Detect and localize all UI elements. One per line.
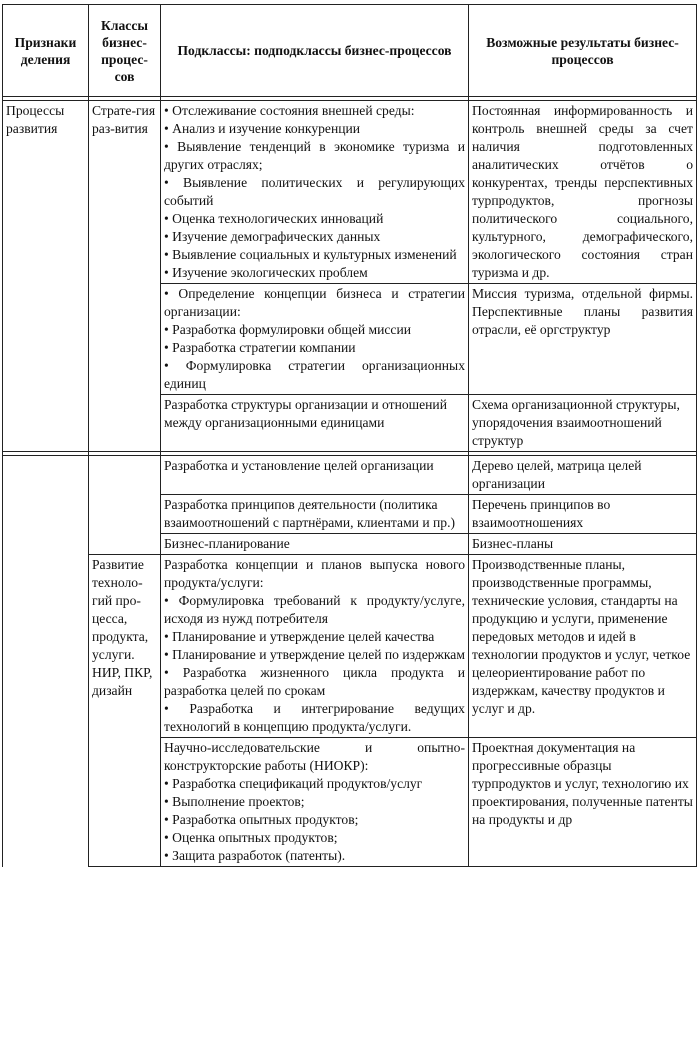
result-cell: Проектная документация на прогрессивные образцы турпродуктов и услуг, технологию их проектирования, полученные патенты на продукты и др xyxy=(469,738,697,867)
list-item: • Планирование и утверждение целей качества xyxy=(164,628,465,646)
subclass-cell xyxy=(161,555,469,738)
list-item: • Выявление социальных и культурных изменений xyxy=(164,246,465,264)
subclass-lead: Научно-исследовательские и опытно-конструкторские работы (НИОКР): xyxy=(164,740,465,773)
list-item: • Разработка опытных продуктов; xyxy=(164,811,465,829)
result-cell: Производственные планы, производственные программы, технические условия, стандарты на продукцию и услуги, применение передовых методов и идей в технологии продуктов и услуг, четкое целеориентирование работ по издержкам, качеству продуктов и услуг и др. xyxy=(469,555,697,738)
table-row xyxy=(3,101,697,284)
list-item: • Изучение демографических данных xyxy=(164,228,465,246)
result-cell: Перечень принципов во взаимоотношениях xyxy=(469,495,697,534)
subclass-cell xyxy=(161,284,469,395)
class-cell-empty xyxy=(89,456,161,555)
list-item: • Оценка опытных продуктов; xyxy=(164,829,465,847)
business-process-table xyxy=(2,4,697,867)
subclass-cell xyxy=(161,101,469,284)
result-cell: Постоянная информированность и контроль внешней среды за счет наличия подготовленных аналитических отчётов о конкурентах, тренды перспективных турпродуктов, прогнозы политического социального, культурного, демографического, экологического состояния стран туризма и др. xyxy=(469,101,697,284)
table-row xyxy=(3,555,697,738)
table-row xyxy=(3,456,697,495)
list-item: • Оценка технологических инноваций xyxy=(164,210,465,228)
subclass-cell: Разработка и установление целей организации xyxy=(161,456,469,495)
class-cell: Страте-гия раз-вития xyxy=(89,101,161,452)
subclass-cell: Бизнес-планирование xyxy=(161,534,469,555)
result-cell: Дерево целей, матрица целей организации xyxy=(469,456,697,495)
list-item: • Выявление политических и регулирующих событий xyxy=(164,174,465,210)
list-item: • Защита разработок (патенты). xyxy=(164,847,465,865)
subclass-cell: Разработка принципов деятельности (политика взаимоотношений с партнёрами, клиентами и пр.) xyxy=(161,495,469,534)
list-item: • Планирование и утверждение целей по издержкам xyxy=(164,646,465,664)
sign-cell-empty xyxy=(3,456,89,867)
list-item: • Определение концепции бизнеса и стратегии организации: xyxy=(164,285,465,321)
result-cell: Схема организационной структуры, упорядочения взаимоотношений структур xyxy=(469,395,697,452)
header-class: Классы бизнес-процес-сов xyxy=(89,5,161,97)
list-item: • Разработка спецификаций продуктов/услуг xyxy=(164,775,465,793)
sign-cell: Процессы развития xyxy=(3,101,89,452)
list-item: • Формулировка требований к продукту/услуге, исходя из нужд потребителя xyxy=(164,592,465,628)
subclass-lead: Разработка концепции и планов выпуска нового продукта/услуги: xyxy=(164,557,465,590)
list-item: • Выявление тенденций в экономике туризма и других отраслях; xyxy=(164,138,465,174)
class-cell: Развитие техноло-гий про-цесса, продукта, услуги. НИР, ПКР, дизайн xyxy=(89,555,161,867)
header-subclass: Подклассы: подподклассы бизнес-процессов xyxy=(161,5,469,97)
header-result: Возможные результаты бизнес-процессов xyxy=(469,5,697,97)
header-row xyxy=(3,5,697,97)
list-item: • Разработка стратегии компании xyxy=(164,339,465,357)
list-item: • Разработка и интегрирование ведущих технологий в концепцию продукта/услуги. xyxy=(164,700,465,736)
list-item: • Разработка жизненного цикла продукта и разработка целей по срокам xyxy=(164,664,465,700)
list-item: • Выполнение проектов; xyxy=(164,793,465,811)
list-item: • Разработка формулировки общей миссии xyxy=(164,321,465,339)
subclass-cell xyxy=(161,738,469,867)
list-item: • Анализ и изучение конкуренции xyxy=(164,120,465,138)
list-item: • Изучение экологических проблем xyxy=(164,264,465,282)
result-cell: Бизнес-планы xyxy=(469,534,697,555)
subclass-cell: Разработка структуры организации и отношений между организационными единицами xyxy=(161,395,469,452)
result-cell: Миссия туризма, отдельной фирмы. Перспективные планы развития отрасли, её оргструктур xyxy=(469,284,697,395)
list-item: • Отслеживание состояния внешней среды: xyxy=(164,102,465,120)
header-sign: Признаки деления xyxy=(3,5,89,97)
list-item: • Формулировка стратегии организационных единиц xyxy=(164,357,465,393)
